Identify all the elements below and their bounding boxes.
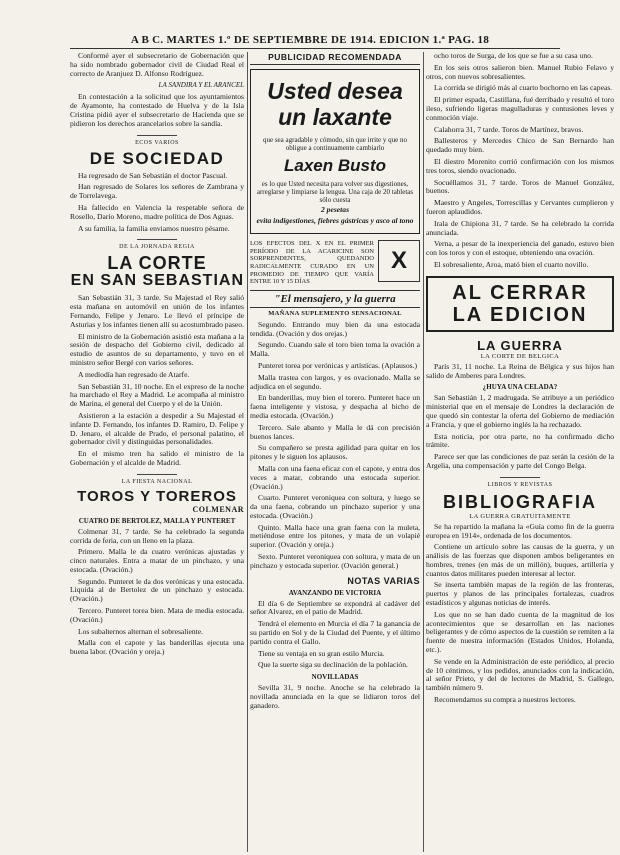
section-title-notas: NOTAS VARIAS — [347, 575, 420, 586]
column-divider — [423, 52, 424, 852]
paragraph: ocho toros de Surga, de los que se fue a su casa uno. — [434, 52, 593, 60]
section-label: LA FIESTA NACIONAL — [121, 478, 193, 485]
ad-claim: evita indigestiones, fiebres gástricas y asco al tono — [256, 215, 414, 225]
paragraph: Colmenar 31, 7 tarde. Se ha celebrado la segunda corrida de feria, con un lleno en la plaza. — [70, 526, 244, 545]
paragraph: En banderillas, muy bien el torero. Punteret hace un faena inteligente y vistosa, y despacha al bicho de media estocada. (Ovación.) — [250, 393, 420, 420]
section-subtitle: LA GUERRA GRATUITAMENTE — [469, 512, 571, 520]
paragraph: Socuéllamos 31, 7 tarde. Toros de Manuel González, buenos. — [426, 177, 614, 196]
banner-line1: AL CERRAR — [452, 281, 588, 304]
separator — [137, 474, 177, 475]
paragraph: El sobresaliente, Aroa, mató bien el cuarto novillo. — [434, 259, 589, 269]
ad-headline-line1: Usted desea — [267, 78, 403, 104]
al-cerrar-banner — [426, 276, 614, 332]
section-title-toros: TOROS Y TOREROS — [77, 487, 237, 505]
paragraph: Contiene un artículo sobre las causas de la guerra, y un análisis de las fuerzas que disponen ambos beligerantes en hombres, trenes (en más de un millón), buques, artillería y cuantos datos militares pueden interesar al lector. — [426, 542, 614, 578]
paragraph: La corrida se dirigió más al cuarto bochorno en las capeas. — [434, 83, 613, 93]
article-heading: AVANZANDO DE VICTORIA — [288, 588, 382, 597]
paragraph: Malla con el capote y las banderillas ejecuta una buena labor. (Ovación y oreja.) — [70, 638, 244, 657]
paragraph: A su familia, la familia enviamos nuestro pésame. — [78, 223, 230, 233]
mensajero-ad-subtitle: MAÑANA SUPLEMENTO SENSACIONAL — [268, 309, 402, 317]
section-label: LIBROS Y REVISTAS — [487, 481, 553, 488]
ad-logo: X — [378, 240, 420, 282]
paragraph: Asistieron a la estación a despedir a Su Majestad el infante D. Fernando, los infantes D. Ramiro, D. Felipe y D. Jenaro, el alcalde de Prado, el personal palatino, el gobernador civil y distinguidas personalidades. — [70, 410, 244, 447]
paragraph: Tendrá el elemento en Murcia el día 7 la ganancia de su partido en Sol y de la Ciudad del Puente, y el último partido contra el Gallo. — [250, 619, 420, 646]
paragraph: En contestación a la solicitud que los ayuntamientos de Ayamonte, ha contestado de Huelva y de la Isla Cristina pidió ayer el subsecretario de Hacienda que se pidieron los derechos arancelarios sobre la sandía. — [70, 92, 244, 128]
paragraph: Cuarto. Punteret veroniquea con soltura, y luego se da una faena, cobrando un pinchazo superior y una estocada. (Ovación.) — [250, 493, 420, 520]
paragraph: Se vende en la Administración de este periódico, al precio de 10 céntimos, y los pedidos, anunciados con la indicación, al señor Prieto, y del de lectores de Madrid, S. Gallego, también número 9. — [426, 656, 614, 693]
paragraph: En los seis otros salieron bien. Manuel Rubio Felavo y otros, con nuevos sobresalientes. — [426, 62, 614, 81]
paragraph: San Sebastián 1, 2 madrugada. Se atribuye a un periódico ministerial que en el mensaje de Londres la declaración de que quedó sin contestar la oferta del Gobierno de mediación a Francia, y que el gobierno inglés la ha rechazado. — [426, 393, 614, 429]
separator — [500, 477, 540, 478]
section-title-sociedad: DE SOCIEDAD — [89, 148, 225, 168]
paragraph: El diestro Morenito corrió confirmación con los mismos tres toros, siendo ovacionado. — [426, 156, 614, 175]
ad-text: LOS EFECTOS DEL X EN EL PRIMER PERÍODO DE LA ACARICINE SON SORPRENDENTES, QUEDANDO RADICALMENTE CURADO EN UN PROMEDIO DE TIEMPO QUE VARÍA ENTRE 10 Y 15 DÍAS — [250, 240, 374, 286]
banner-line2: LA EDICION — [452, 303, 588, 326]
paragraph: Segundo. Entrando muy bien da una estocada tendida. (Ovación y dos orejas.) — [250, 319, 420, 338]
paragraph: Esta noticia, por otra parte, no ha confirmado dicho trámite. — [426, 431, 614, 450]
ad-text: es lo que Usted necesita para volver sus digestiones, arreglarse y limpiarse la lengua. Una caja de 20 tabletas sólo cuesta — [256, 180, 414, 204]
paragraph: Maestro y Angeles, Torrescillas y Cervantes cumplieron y fueron aplaudidos. — [426, 198, 614, 216]
paragraph: Se inserta también mapas de la región de las fronteras, puertos y planos de las principales fortalezas, cuadros estadísticos y algunas noticias de interés. — [426, 580, 614, 608]
paragraph: Malla con una faena eficaz con el capote, y entra dos veces a matar, cobrando una estocada superior. (Ovación.) — [250, 463, 420, 491]
paragraph: San Sebastián 31, 10 noche. En el expreso de la noche ha marchado el Rey a Madrid. Le acompaña al ministro de Marina, el general del Cuerpo y el de la Unión. — [70, 381, 244, 409]
article-heading: NOVILLADAS — [311, 673, 359, 682]
laxante-advertisement — [250, 69, 420, 234]
header-rule — [70, 48, 560, 49]
paragraph: Tercero. Sale abanto y Malla le dá con precisión buenos lances. — [250, 422, 420, 441]
paragraph: Calahorra 31, 7 tarde. Toros de Martínez, bravos. — [434, 124, 584, 134]
paragraph: Los subalternos alternan el sobresaliente. — [78, 626, 204, 636]
paragraph: Que la suerte siga su declinación de la población. — [258, 660, 408, 670]
paragraph: El día 6 de Septiembre se expondrá al cadáver del señor Alvarez, en el patio de Madrid. — [250, 598, 420, 617]
separator — [137, 239, 177, 240]
paragraph: Segundo. Cuando sale el toro bien toma la ovación a Malla. — [250, 340, 420, 359]
paragraph: Su compañero se presta agilidad para quitar en los pitones y le siguen los aplausos. — [250, 443, 420, 462]
advertising-header: PUBLICIDAD RECOMENDADA — [250, 52, 420, 65]
paragraph: Punteret torea por verónicas y artísticas. (Aplausos.) — [258, 360, 417, 370]
paragraph: El primer espada, Castillana, fué derribado y resultó el toro ileso, sufriendo ligeras magulladuras y contusiones leves y conmoción viaje. — [426, 95, 614, 122]
paragraph: Ballesteros y Mercedes Chico de San Bernardo han quedado muy bien. — [426, 136, 614, 155]
paragraph: París 31, 11 noche. La Reina de Bélgica y sus hijos han salido de Amberes para Londres. — [426, 361, 614, 380]
section-title-corte-line2: EN SAN SEBASTIAN — [70, 272, 244, 290]
column-divider — [247, 52, 248, 852]
paragraph: Se ha repartido la mañana la «Guía como fin de la guerra europea en 1914», ordenada de los documentos. — [426, 521, 614, 540]
paragraph: Ha regresado de San Sebastián el doctor Pascual. — [78, 170, 228, 180]
section-title-guerra: LA GUERRA — [477, 337, 563, 353]
ad-text: que sea agradable y cómodo, sin que irrite y que no obligue a continuamente cambiarlo — [262, 136, 408, 152]
ad-headline-line2: un laxante — [278, 104, 392, 130]
section-subtitle: COLMENAR — [192, 504, 244, 514]
mensajero-ad-title: "El mensajero, y la guerra — [250, 290, 420, 308]
column-2 — [250, 52, 420, 852]
paragraph: Ha fallecido en Valencia la respetable señora de Rosello, Darío Moreno, madre política de Dos Aguas. — [70, 202, 244, 221]
paragraph: Primero. Malla le da cuatro verónicas ajustadas y cinco naturales. Entra a matar de un pinchazo, y una estocada. (Ovación.) — [70, 547, 244, 574]
column-3 — [426, 52, 614, 852]
ad-price: 2 pesetas — [320, 205, 350, 214]
paragraph: Sevilla 31, 9 noche. Anoche se ha celebrado la novillada anunciada en la que se lidiaron toros del ganadero. — [250, 683, 420, 710]
article-heading: ¿HUYA UNA CELADA? — [482, 383, 558, 392]
paragraph: Sexto. Punteret veroniquea con soltura, y mata de un pinchazo y estocada superior. (Ovación general.) — [250, 552, 420, 570]
paragraph: Verna, a pesar de la inexperiencia del ganado, estuvo bien con los toros y con el estoque, obteniendo una ovación. — [426, 239, 614, 258]
paragraph: El ministro de la Gobernación asistió esta mañana a la sesión de despacho del Gobierno civil, dedicado al estudio de asuntos de su departamento, y tuvo en el ministro señor Bergé con varios señores. — [70, 331, 244, 367]
section-label: DE LA JORNADA REGIA — [119, 244, 195, 251]
section-title-corte: LA CORTE — [107, 253, 207, 274]
section-title-bibliografia: BIBLIOGRAFIA — [443, 491, 597, 512]
section-subtitle: LA CORTE DE BELGICA — [480, 352, 560, 360]
paragraph: Parece ser que las condiciones de paz serán la cesión de la Argelia, una compensación y parte del Congo Belga. — [426, 452, 614, 470]
paragraph: Malla trastea con largos, y es ovacionado. Malla se adjudica en el segundo. — [250, 372, 420, 391]
ad-headline — [256, 78, 414, 130]
section-heading: LA SANDIRA Y EL ARANCEL — [158, 81, 244, 90]
paragraph: Quinto. Malla hace una gran faena con la muleta, metiéndose entre los pitones, y mata de un volapié superior. (Ovación y oreja.) — [250, 522, 420, 550]
paragraph: Tiene su ventaja en su gran estilo Murcia. — [258, 648, 385, 658]
paragraph: Los que no se han dado cuenta de la magnitud de los acontecimientos que se desarrollan en las naciones beligerantes y de cómo aspectos de la cuestión se remiten a la fuente de nuestra información (Estados Unidos, Holanda, etc.). — [426, 609, 614, 655]
paragraph: Recomendamos su compra a nuestros lectores. — [434, 695, 576, 705]
paragraph: En el mismo tren ha salido el ministro de la Gobernación y el alcalde de Madrid. — [70, 449, 244, 467]
paragraph: Tercero. Punteret torea bien. Mata de media estocada. (Ovación.) — [70, 606, 244, 624]
ad-brand: Laxen Busto — [283, 156, 387, 175]
paragraph: Irala de Chipiona 31, 7 tarde. Se ha celebrado la corrida anunciada. — [426, 218, 614, 237]
paragraph: Han regresado de Solares los señores de Zambrana y de Torrelavega. — [70, 182, 244, 201]
acaricine-advertisement — [250, 240, 420, 286]
article-heading: CUATRO DE BERTOLEZ, MALLA Y PUNTERET — [78, 516, 236, 525]
column-1 — [70, 52, 244, 852]
paragraph: San Sebastián 31, 3 tarde. Su Majestad el Rey salió esta mañana en automóvil en unión de los infantes Fernando, Felipe y Jenaro. Le llevó el príncipe de Asturias y los infantes tienen allí su acostumbrado paseo. — [70, 293, 244, 329]
paragraph: Segundo. Punteret le da dos verónicas y una estocada. Liquida al de Bertolez de un pinchazo y estocada. (Ovación.) — [70, 576, 244, 604]
paragraph: Conformé ayer el subsecretario de Gobernación que ha sido nombrado gobernador civil de Ciudad Real el correcto de Aranjuez D. Alfonso Rodríguez. — [70, 52, 244, 78]
separator — [137, 135, 177, 136]
page-header: A B C. MARTES 1.º DE SEPTIEMBRE DE 1914. EDICION 1.ª PAG. 18 — [130, 34, 490, 46]
section-label: ECOS VARIOS — [135, 139, 179, 146]
paragraph: A mediodía han regresado de Atarfe. — [78, 369, 190, 379]
